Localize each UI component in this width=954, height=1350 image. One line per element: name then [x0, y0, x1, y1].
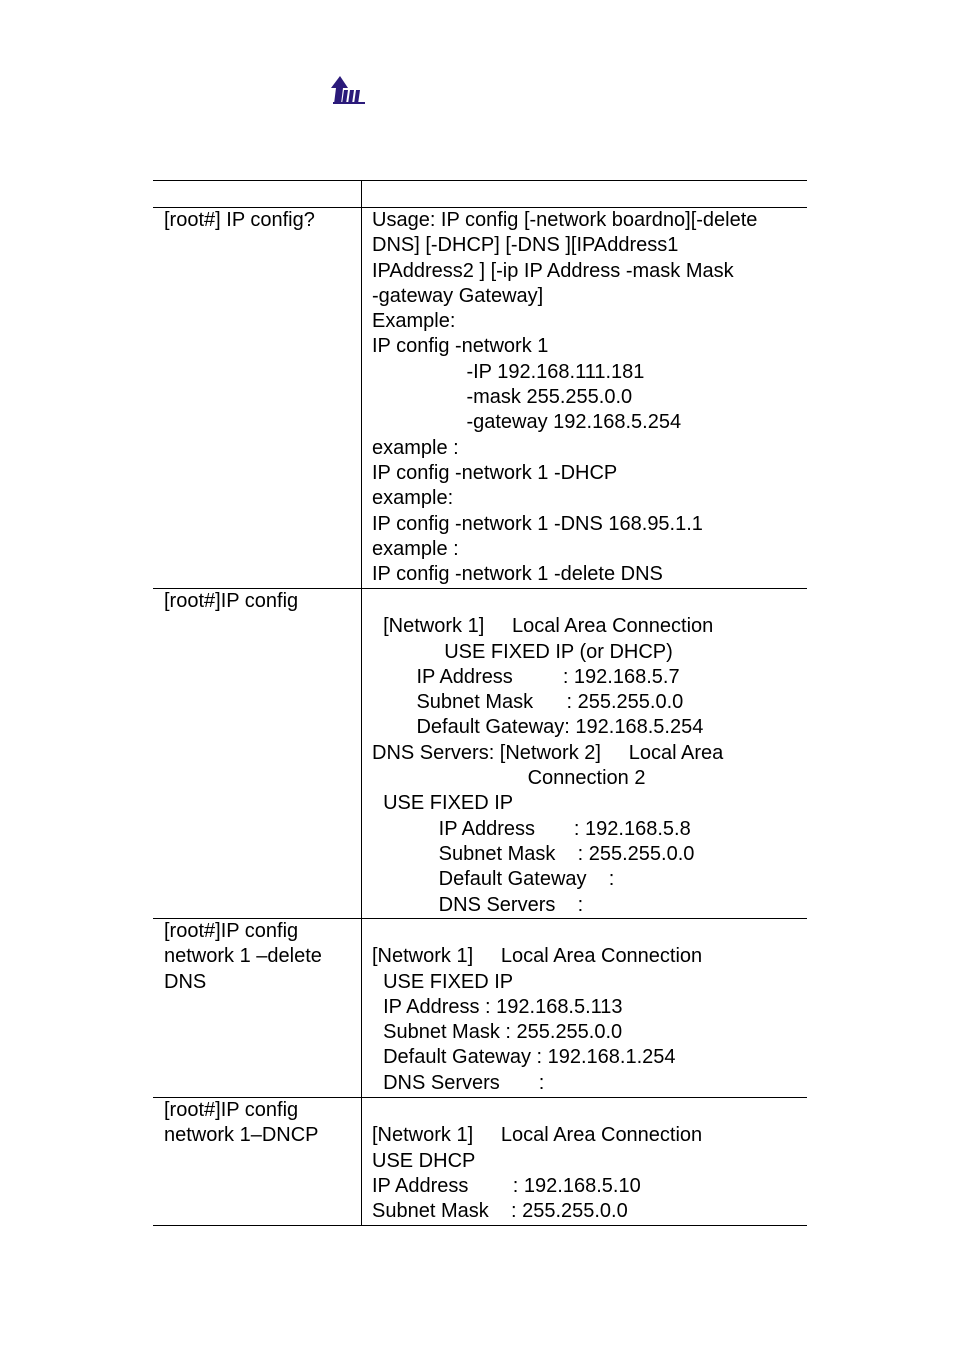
output-line: USE DHCP: [372, 1149, 476, 1172]
command-line: DNS: [164, 970, 207, 993]
output-line: example :: [372, 537, 459, 560]
output-line: [372, 1098, 807, 1123]
column-divider: [361, 1098, 362, 1225]
output-line: Example:: [372, 310, 456, 333]
output-line: example:: [372, 487, 454, 510]
output-cell: [372, 208, 807, 587]
table-row: [153, 918, 807, 1097]
output-line: Default Gateway : 192.168.1.254: [372, 1046, 676, 1069]
output-line: DNS Servers :: [372, 893, 584, 916]
output-line: IP config -network 1 -delete DNS: [372, 563, 663, 586]
output-line: example :: [372, 436, 459, 459]
output-line: [Network 1] Local Area Connection: [372, 615, 714, 638]
output-line: IP Address : 192.168.5.7: [372, 665, 680, 688]
output-line: IP config -network 1 -DHCP: [372, 461, 618, 484]
output-line: [372, 589, 807, 614]
output-line: IP config -network 1: [372, 335, 549, 358]
column-divider: [361, 181, 362, 207]
output-line: Default Gateway :: [372, 868, 615, 891]
output-line: [372, 919, 807, 944]
output-cell: [372, 1098, 807, 1224]
output-line: USE FIXED IP (or DHCP): [372, 640, 673, 663]
output-line: [Network 1] Local Area Connection: [372, 1124, 703, 1147]
column-divider: [361, 919, 362, 1097]
output-line: IP config -network 1 -DNS 168.95.1.1: [372, 512, 703, 535]
command-line: network 1–DNCP: [164, 1124, 319, 1147]
output-line: -mask 255.255.0.0: [372, 386, 633, 409]
output-line: DNS] [-DHCP] [-DNS ][IPAddress1: [372, 234, 679, 257]
company-logo-icon: [331, 76, 367, 108]
command-line: [root#]IP config: [164, 1099, 299, 1121]
column-divider: [361, 589, 362, 918]
output-cell: [372, 919, 807, 1096]
output-line: IP Address : 192.168.5.10: [372, 1174, 641, 1197]
output-line: Usage: IP config [-network boardno][-delete: [372, 209, 758, 231]
command-line: [root#]IP config: [164, 590, 299, 612]
output-line: DNS Servers :: [372, 1071, 545, 1094]
output-line: Subnet Mask : 255.255.0.0: [372, 842, 695, 865]
output-line: IP Address : 192.168.5.113: [372, 995, 623, 1018]
command-cell: [164, 1098, 354, 1149]
command-cell: [164, 919, 354, 995]
output-line: USE FIXED IP: [372, 970, 514, 993]
table-row: [153, 588, 807, 918]
table-row: [153, 1097, 807, 1226]
command-line: network 1 –delete: [164, 945, 322, 968]
command-cell: [164, 589, 354, 614]
command-table: [153, 180, 807, 1226]
output-cell: [372, 589, 807, 918]
output-line: USE FIXED IP: [372, 792, 514, 815]
output-line: IP Address : 192.168.5.8: [372, 817, 691, 840]
table-row: [153, 180, 807, 207]
table-row: [153, 207, 807, 588]
command-cell: [164, 208, 354, 233]
output-line: -IP 192.168.111.181: [372, 360, 645, 383]
output-line: Subnet Mask : 255.255.0.0: [372, 1021, 623, 1044]
output-line: -gateway 192.168.5.254: [372, 411, 682, 434]
output-line: [Network 1] Local Area Connection: [372, 945, 703, 968]
output-line: DNS Servers: [Network 2] Local Area: [372, 741, 724, 764]
output-line: -gateway Gateway]: [372, 284, 544, 307]
output-line: Default Gateway: 192.168.5.254: [372, 716, 704, 739]
output-line: Connection 2: [372, 767, 646, 790]
command-line: [root#] IP config?: [164, 209, 315, 231]
output-line: IPAddress2 ] [-ip IP Address -mask Mask: [372, 259, 734, 282]
output-line: Subnet Mask : 255.255.0.0: [372, 691, 684, 714]
command-line: [root#]IP config: [164, 920, 299, 942]
output-line: Subnet Mask : 255.255.0.0: [372, 1200, 628, 1223]
column-divider: [361, 208, 362, 588]
